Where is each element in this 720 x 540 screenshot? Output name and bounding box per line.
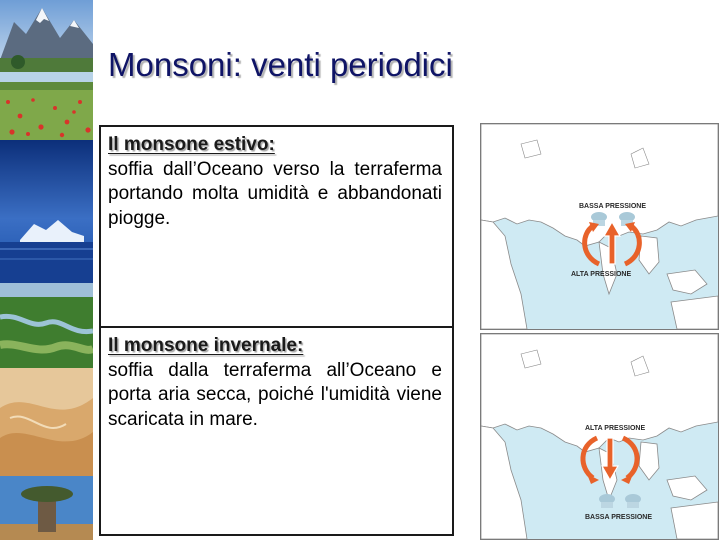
summer-monsoon-description: soffia dall’Oceano verso la terraferma portando molta umidità e abbandonati piogge. [108,158,442,229]
river-wetland-photo [0,283,93,368]
iceberg-ocean-photo [0,140,93,283]
map-top-pressure-label: BASSA PRESSIONE [579,203,647,210]
map-top-pressure-label: ALTA PRESSIONE [585,425,646,432]
winter-monsoon-textbox [99,326,454,536]
map-bottom-pressure-label: BASSA PRESSIONE [585,514,653,521]
summer-monsoon-textbox [99,125,454,331]
alpine-landscape-photo [0,0,93,72]
winter-monsoon-map [480,333,719,540]
poppy-meadow-photo [0,72,93,140]
winter-monsoon-heading: Il monsone invernale: [108,335,304,356]
winter-monsoon-description: soffia dalla terraferma all’Oceano e porta aria secca, poiché l'umidità viene scaricata in mare. [108,359,442,430]
baobab-tree-photo [0,476,93,540]
summer-monsoon-heading: Il monsone estivo: [108,134,275,155]
decorative-photo-strip [0,0,93,540]
page-title: Monsoni: venti periodici [108,46,453,83]
sand-dunes-photo [0,368,93,476]
summer-monsoon-map [480,123,719,330]
map-bottom-pressure-label: ALTA PRESSIONE [571,271,632,278]
